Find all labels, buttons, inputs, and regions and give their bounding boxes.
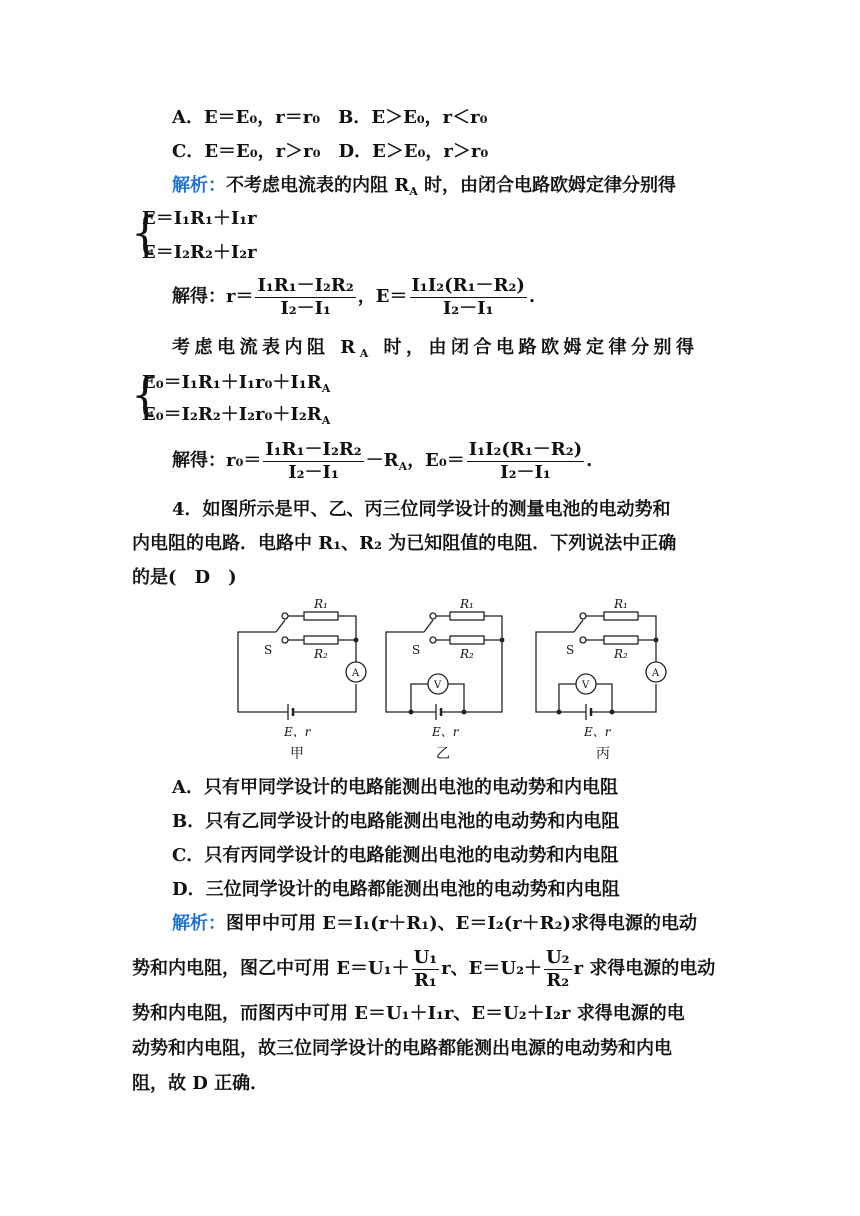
fraction-e0: [467, 439, 584, 484]
explanation-text: r 求得电源的电动: [573, 958, 716, 979]
fraction-denominator: I₂－I₁: [288, 461, 339, 483]
fraction-numerator: I₁I₂(R₁－R₂): [411, 274, 525, 296]
explanation-text: 图甲中可用 E＝I₁(r＋R₁)、E＝I₂(r＋R₂)求得电源的电动: [226, 913, 698, 934]
equation-text: E₀＝I₂R₂＋I₂r₀＋I₂R: [142, 404, 322, 425]
explanation-line-2: [132, 944, 732, 994]
label-er: E、r: [284, 725, 311, 739]
fraction-denominator: I₂－I₁: [500, 461, 551, 483]
fraction-numerator: I₁R₁－I₂R₂: [257, 274, 354, 296]
fraction-u2r2: [544, 947, 572, 992]
label-s: S: [264, 643, 273, 657]
voltmeter-label: V: [434, 680, 442, 691]
equation-1a: E＝I₁R₁＋I₁r: [142, 208, 257, 229]
period: .: [586, 450, 593, 471]
circuit-jia: [238, 612, 366, 720]
fraction-denominator: R₁: [413, 969, 437, 991]
label-r2: R₂: [614, 647, 628, 661]
equation-1b: E＝I₂R₂＋I₂r: [142, 242, 257, 263]
label-r2: R₂: [314, 647, 328, 661]
explanation-text: r、E＝U₂＋: [441, 958, 542, 979]
label-er: E、r: [432, 725, 459, 739]
subscript: A: [359, 347, 373, 360]
fraction-u1r1: [412, 947, 440, 992]
solution-2: [172, 436, 772, 492]
brace-1: {: [131, 208, 159, 259]
analysis-text: 考虑电流表内阻 R: [172, 337, 360, 358]
options-line-ab: A．E＝E₀，r＝r₀ B．E＞E₀，r＜r₀: [172, 107, 488, 128]
label-r2: R₂: [460, 647, 474, 661]
equation-2b: [142, 398, 742, 438]
explanation-line-1: [172, 907, 772, 941]
analysis-keyword: 解析：: [172, 913, 226, 934]
solution-1: [172, 272, 772, 322]
ammeter-label: A: [652, 668, 660, 679]
analysis-text-cont: 时，由闭合电路欧姆定律分别得: [372, 337, 699, 358]
brace-2: {: [131, 370, 159, 421]
question-4-line-3: 的是( D ): [132, 567, 237, 588]
subscript: A: [409, 185, 418, 198]
fraction-numerator: U₁: [413, 946, 438, 968]
option-d: D．三位同学设计的电路都能测出电池的电动势和内电阻: [172, 879, 620, 900]
fraction-r0: [263, 439, 363, 484]
option-b: B．只有乙同学设计的电路能测出电池的电动势和内电阻: [172, 811, 620, 832]
fraction-numerator: I₁I₂(R₁－R₂): [468, 438, 583, 460]
voltmeter-label: V: [582, 680, 590, 691]
question-4-line-1: 4．如图所示是甲、乙、丙三位同学设计的测量电池的电动势和: [172, 499, 671, 520]
analysis-line-2: [172, 331, 772, 371]
option-a: A．只有甲同学设计的电路能测出电池的电动势和内电阻: [172, 777, 618, 798]
explanation-line-5: 阻，故 D 正确．: [132, 1073, 269, 1094]
fraction-r: [255, 275, 355, 320]
circuit-figure: [228, 596, 678, 766]
fraction-e: [410, 275, 527, 320]
solution-mid2: ，E₀＝: [407, 450, 465, 471]
explanation-line-3: 势和内电阻，而图丙中可用 E＝U₁＋I₁r、E＝U₂＋I₂r 求得电源的电: [132, 1003, 685, 1024]
fraction-numerator: U₂: [545, 946, 570, 968]
fraction-denominator: I₂－I₁: [280, 297, 331, 319]
fraction-denominator: R₂: [546, 969, 570, 991]
period: .: [528, 286, 536, 307]
options-line-cd: C．E＝E₀，r＞r₀ D．E＞E₀，r＞r₀: [172, 141, 489, 162]
analysis-text: 不考虑电流表的内阻 R: [226, 175, 410, 196]
circuit-yi: [386, 612, 504, 720]
explanation-text: 势和内电阻，图乙中可用 E＝U₁＋: [132, 958, 410, 979]
fraction-numerator: I₁R₁－I₂R₂: [265, 438, 362, 460]
explanation-line-4: 动势和内电阻，故三位同学设计的电路都能测出电源的电动势和内电: [132, 1038, 672, 1059]
label-s: S: [412, 643, 421, 657]
subscript: A: [398, 460, 408, 473]
solution-mid: －R: [365, 450, 399, 471]
option-c: C．只有丙同学设计的电路能测出电池的电动势和内电阻: [172, 845, 619, 866]
fraction-denominator: I₂－I₁: [442, 297, 494, 319]
solution-prefix: 解得：r₀＝: [172, 450, 262, 471]
analysis-text-cont: 时，由闭合电路欧姆定律分别得: [417, 175, 677, 196]
subscript: A: [321, 414, 331, 427]
label-r1: R₁: [314, 597, 328, 611]
solution-prefix: 解得：r＝: [172, 286, 254, 307]
circuit-bing: [536, 612, 666, 720]
caption-yi: 乙: [436, 746, 450, 762]
label-r1: R₁: [460, 597, 474, 611]
label-er: E、r: [584, 725, 611, 739]
solution-mid: ，E＝: [357, 286, 408, 307]
question-4-line-2: 内电阻的电路．电路中 R₁、R₂ 为已知阻值的电阻．下列说法中正确: [132, 533, 677, 554]
caption-bing: 丙: [596, 746, 610, 762]
analysis-keyword: 解析：: [172, 175, 226, 196]
label-r1: R₁: [614, 597, 628, 611]
label-s: S: [566, 643, 575, 657]
subscript: A: [321, 382, 331, 395]
equation-text: E₀＝I₁R₁＋I₁r₀＋I₁R: [142, 372, 322, 393]
caption-jia: 甲: [290, 746, 304, 762]
ammeter-label: A: [352, 668, 360, 679]
